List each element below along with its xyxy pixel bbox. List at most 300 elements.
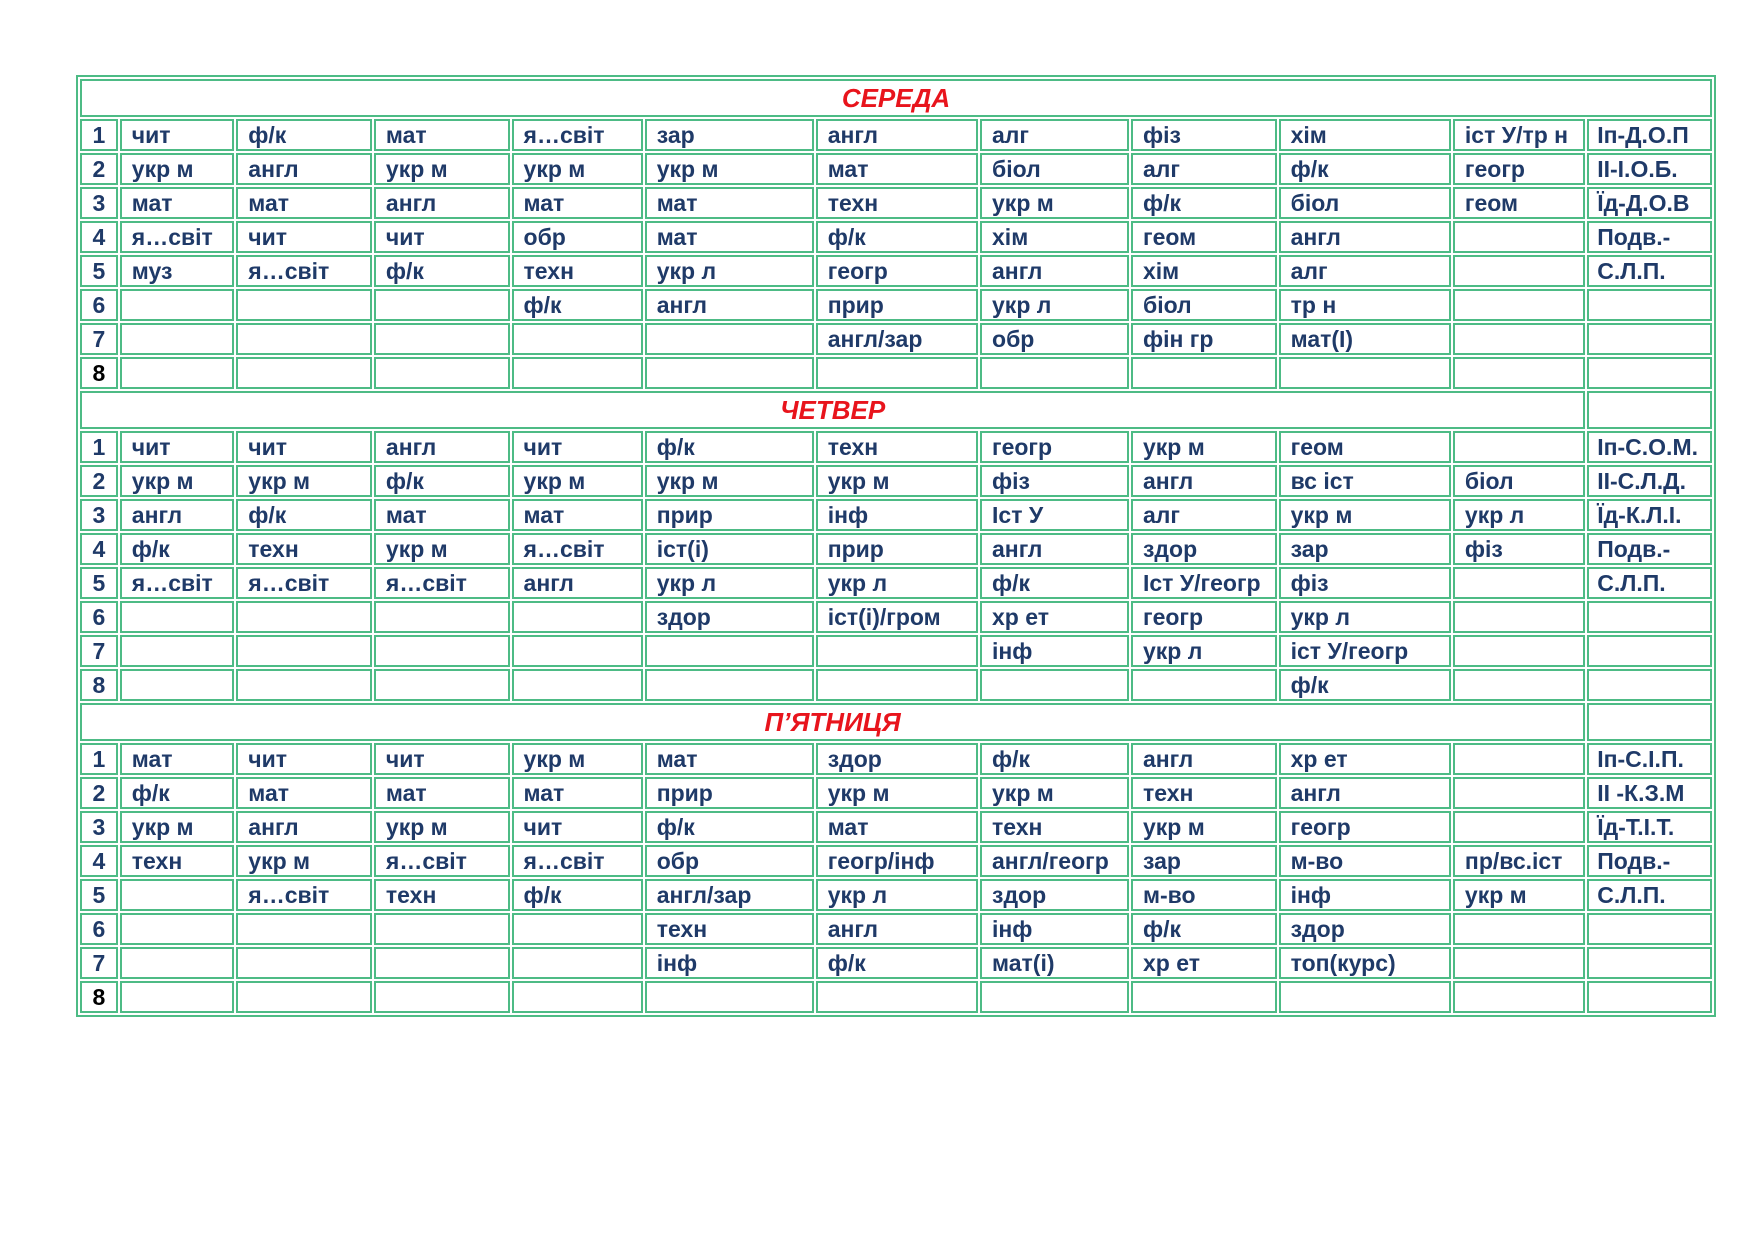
subject-cell: пр/вс.іст [1453, 845, 1585, 877]
day-title: ЧЕТВЕР [80, 391, 1585, 429]
subject-cell: укр л [980, 289, 1129, 321]
subject-cell: я…світ [236, 879, 372, 911]
subject-cell: ф/к [1279, 153, 1451, 185]
subject-cell: ф/к [120, 533, 235, 565]
teacher-cell [1587, 981, 1712, 1013]
subject-cell: англ [1131, 743, 1277, 775]
subject-cell: англ [980, 255, 1129, 287]
subject-cell: іст(і) [645, 533, 814, 565]
subject-cell [1453, 913, 1585, 945]
lesson-number: 2 [80, 465, 118, 497]
subject-cell: ф/к [236, 119, 372, 151]
subject-cell [1453, 431, 1585, 463]
subject-cell: я…світ [374, 845, 510, 877]
subject-cell: тр н [1279, 289, 1451, 321]
teacher-cell: Іп-С.О.М. [1587, 431, 1712, 463]
subject-cell: англ/зар [645, 879, 814, 911]
subject-cell [645, 981, 814, 1013]
subject-cell: інф [980, 635, 1129, 667]
subject-cell: іст(і)/гром [816, 601, 978, 633]
subject-cell: інф [1279, 879, 1451, 911]
subject-cell: біол [1131, 289, 1277, 321]
subject-cell [1453, 357, 1585, 389]
subject-cell: мат(і) [980, 947, 1129, 979]
subject-cell: мат [236, 187, 372, 219]
subject-cell [120, 289, 235, 321]
teacher-cell: Їд-Т.І.Т. [1587, 811, 1712, 843]
subject-cell: укр м [980, 777, 1129, 809]
subject-cell: фіз [1453, 533, 1585, 565]
subject-cell: Іст У [980, 499, 1129, 531]
subject-cell: хр ет [980, 601, 1129, 633]
subject-cell: ф/к [980, 743, 1129, 775]
subject-cell: ф/к [980, 567, 1129, 599]
subject-cell: здор [645, 601, 814, 633]
subject-cell [236, 323, 372, 355]
lesson-number: 5 [80, 879, 118, 911]
subject-cell: я…світ [374, 567, 510, 599]
subject-cell: укр л [1279, 601, 1451, 633]
subject-cell [120, 981, 235, 1013]
subject-cell: геом [1453, 187, 1585, 219]
subject-cell: геогр [1453, 153, 1585, 185]
subject-cell: м-во [1131, 879, 1277, 911]
subject-cell: хім [1131, 255, 1277, 287]
subject-cell: укр л [816, 567, 978, 599]
subject-cell: англ [980, 533, 1129, 565]
subject-cell: мат [512, 499, 643, 531]
subject-cell: чит [512, 431, 643, 463]
lesson-row [80, 323, 1712, 355]
subject-cell [1131, 357, 1277, 389]
subject-cell [236, 635, 372, 667]
subject-cell: обр [645, 845, 814, 877]
subject-cell: фіз [1279, 567, 1451, 599]
subject-cell [980, 357, 1129, 389]
subject-cell [374, 601, 510, 633]
subject-cell: біол [980, 153, 1129, 185]
subject-cell: Іст У/геогр [1131, 567, 1277, 599]
lesson-row [80, 533, 1712, 565]
lesson-number: 3 [80, 187, 118, 219]
subject-cell: прир [816, 289, 978, 321]
subject-cell: обр [980, 323, 1129, 355]
lesson-row [80, 499, 1712, 531]
subject-cell: укр л [816, 879, 978, 911]
subject-cell [512, 323, 643, 355]
subject-cell: геом [1131, 221, 1277, 253]
subject-cell: хр ет [1279, 743, 1451, 775]
subject-cell [120, 601, 235, 633]
lesson-number: 5 [80, 255, 118, 287]
subject-cell: чит [236, 431, 372, 463]
teacher-cell: Іп-С.І.П. [1587, 743, 1712, 775]
subject-cell [236, 357, 372, 389]
subject-cell [512, 635, 643, 667]
lesson-number: 2 [80, 153, 118, 185]
subject-cell [1279, 981, 1451, 1013]
subject-cell: мат [512, 777, 643, 809]
lesson-number: 8 [80, 669, 118, 701]
lesson-number: 5 [80, 567, 118, 599]
lesson-row [80, 221, 1712, 253]
subject-cell: алг [1131, 499, 1277, 531]
subject-cell [236, 981, 372, 1013]
subject-cell: здор [1131, 533, 1277, 565]
lesson-number: 4 [80, 845, 118, 877]
subject-cell: укр м [816, 777, 978, 809]
lesson-row [80, 431, 1712, 463]
subject-cell: техн [120, 845, 235, 877]
subject-cell: мат [645, 187, 814, 219]
subject-cell: укр м [512, 153, 643, 185]
subject-cell [374, 981, 510, 1013]
subject-cell [1279, 357, 1451, 389]
lesson-number: 1 [80, 743, 118, 775]
subject-cell [374, 323, 510, 355]
lesson-row [80, 119, 1712, 151]
subject-cell: мат [374, 119, 510, 151]
lesson-row [80, 669, 1712, 701]
subject-cell [816, 635, 978, 667]
subject-cell: мат [236, 777, 372, 809]
subject-cell: я…світ [512, 845, 643, 877]
subject-cell: геогр [1131, 601, 1277, 633]
subject-cell: мат [512, 187, 643, 219]
lesson-number: 3 [80, 811, 118, 843]
subject-cell: я…світ [120, 221, 235, 253]
subject-cell: зар [645, 119, 814, 151]
subject-cell: алг [980, 119, 1129, 151]
subject-cell: техн [645, 913, 814, 945]
lesson-number: 6 [80, 289, 118, 321]
teacher-cell [1587, 947, 1712, 979]
subject-cell: зар [1279, 533, 1451, 565]
subject-cell: укр м [1279, 499, 1451, 531]
lesson-row [80, 153, 1712, 185]
subject-cell: хім [1279, 119, 1451, 151]
schedule-body [80, 79, 1712, 1013]
subject-cell [980, 669, 1129, 701]
subject-cell: чит [236, 221, 372, 253]
subject-cell: здор [1279, 913, 1451, 945]
subject-cell [1453, 289, 1585, 321]
subject-cell: чит [120, 119, 235, 151]
subject-cell [1453, 221, 1585, 253]
subject-cell: мат [120, 187, 235, 219]
subject-cell: англ [645, 289, 814, 321]
subject-cell: інф [980, 913, 1129, 945]
subject-cell [1453, 743, 1585, 775]
lesson-number: 6 [80, 601, 118, 633]
teacher-cell [1587, 635, 1712, 667]
subject-cell: геогр [816, 255, 978, 287]
teacher-cell: ІІ -К.З.М [1587, 777, 1712, 809]
lesson-row [80, 255, 1712, 287]
lesson-number: 8 [80, 357, 118, 389]
teacher-cell [1587, 391, 1712, 429]
subject-cell: укр м [236, 845, 372, 877]
subject-cell [512, 913, 643, 945]
lesson-number: 1 [80, 119, 118, 151]
subject-cell: ф/к [645, 431, 814, 463]
subject-cell [645, 357, 814, 389]
lesson-number: 4 [80, 221, 118, 253]
teacher-cell: С.Л.П. [1587, 567, 1712, 599]
subject-cell: я…світ [512, 119, 643, 151]
subject-cell: укр м [120, 465, 235, 497]
teacher-cell: ІІ-І.О.Б. [1587, 153, 1712, 185]
subject-cell [512, 357, 643, 389]
subject-cell: англ [1279, 777, 1451, 809]
subject-cell: мат [645, 221, 814, 253]
subject-cell: укр л [1131, 635, 1277, 667]
subject-cell: укр м [1453, 879, 1585, 911]
subject-cell: техн [980, 811, 1129, 843]
subject-cell [374, 913, 510, 945]
subject-cell: чит [236, 743, 372, 775]
subject-cell [120, 879, 235, 911]
lesson-row [80, 777, 1712, 809]
subject-cell: укр м [1131, 431, 1277, 463]
lesson-row [80, 601, 1712, 633]
teacher-cell [1587, 913, 1712, 945]
lesson-number: 7 [80, 635, 118, 667]
lesson-row [80, 357, 1712, 389]
lesson-row [80, 845, 1712, 877]
subject-cell [1453, 981, 1585, 1013]
subject-cell [1453, 323, 1585, 355]
lesson-row [80, 743, 1712, 775]
subject-cell [816, 981, 978, 1013]
subject-cell: мат [645, 743, 814, 775]
subject-cell [645, 323, 814, 355]
lesson-row [80, 811, 1712, 843]
subject-cell [1453, 255, 1585, 287]
subject-cell: я…світ [236, 255, 372, 287]
subject-cell [512, 981, 643, 1013]
subject-cell: англ [512, 567, 643, 599]
subject-cell: техн [512, 255, 643, 287]
subject-cell [1131, 669, 1277, 701]
subject-cell [120, 635, 235, 667]
subject-cell: укр м [120, 811, 235, 843]
lesson-row [80, 981, 1712, 1013]
teacher-cell: ІІ-С.Л.Д. [1587, 465, 1712, 497]
subject-cell: укр м [374, 153, 510, 185]
teacher-cell [1587, 323, 1712, 355]
subject-cell: здор [816, 743, 978, 775]
subject-cell [816, 357, 978, 389]
subject-cell [236, 289, 372, 321]
subject-cell: ф/к [374, 255, 510, 287]
subject-cell [1453, 567, 1585, 599]
subject-cell: хім [980, 221, 1129, 253]
teacher-cell [1587, 601, 1712, 633]
subject-cell: фіз [980, 465, 1129, 497]
subject-cell: м-во [1279, 845, 1451, 877]
subject-cell [120, 323, 235, 355]
subject-cell: мат [816, 811, 978, 843]
subject-cell: муз [120, 255, 235, 287]
subject-cell: зар [1131, 845, 1277, 877]
subject-cell: хр ет [1131, 947, 1277, 979]
subject-cell [980, 981, 1129, 1013]
day-header-row [80, 79, 1712, 117]
subject-cell [1453, 669, 1585, 701]
subject-cell [1453, 947, 1585, 979]
teacher-cell: Подв.- [1587, 533, 1712, 565]
subject-cell [512, 601, 643, 633]
subject-cell [512, 669, 643, 701]
subject-cell: англ [236, 811, 372, 843]
subject-cell [512, 947, 643, 979]
subject-cell: англ/геогр [980, 845, 1129, 877]
subject-cell: здор [980, 879, 1129, 911]
subject-cell: геогр/інф [816, 845, 978, 877]
teacher-cell [1587, 289, 1712, 321]
subject-cell: прир [645, 499, 814, 531]
subject-cell: чит [120, 431, 235, 463]
subject-cell: англ [1131, 465, 1277, 497]
teacher-cell [1587, 669, 1712, 701]
subject-cell: іст У/геогр [1279, 635, 1451, 667]
subject-cell: алг [1131, 153, 1277, 185]
subject-cell: мат(І) [1279, 323, 1451, 355]
lesson-row [80, 187, 1712, 219]
subject-cell: ф/к [816, 221, 978, 253]
lesson-row [80, 465, 1712, 497]
subject-cell [1453, 811, 1585, 843]
lesson-number: 6 [80, 913, 118, 945]
subject-cell: обр [512, 221, 643, 253]
lesson-number: 8 [80, 981, 118, 1013]
subject-cell: фін гр [1131, 323, 1277, 355]
subject-cell: іст У/тр н [1453, 119, 1585, 151]
subject-cell [1131, 981, 1277, 1013]
subject-cell: ф/к [120, 777, 235, 809]
subject-cell: ф/к [1131, 913, 1277, 945]
subject-cell [236, 913, 372, 945]
subject-cell: ф/к [512, 879, 643, 911]
teacher-cell: Подв.- [1587, 845, 1712, 877]
subject-cell [120, 357, 235, 389]
subject-cell: англ [374, 187, 510, 219]
lesson-number: 1 [80, 431, 118, 463]
day-title: СЕРЕДА [80, 79, 1712, 117]
lesson-number: 7 [80, 323, 118, 355]
subject-cell: алг [1279, 255, 1451, 287]
subject-cell [374, 635, 510, 667]
subject-cell: біол [1279, 187, 1451, 219]
subject-cell [1453, 601, 1585, 633]
subject-cell: укр м [374, 811, 510, 843]
subject-cell: техн [1131, 777, 1277, 809]
subject-cell: укр м [645, 153, 814, 185]
subject-cell [1453, 635, 1585, 667]
subject-cell [374, 669, 510, 701]
subject-cell [120, 947, 235, 979]
subject-cell: чит [374, 221, 510, 253]
day-title: П’ЯТНИЦЯ [80, 703, 1585, 741]
subject-cell: укр м [512, 743, 643, 775]
subject-cell: чит [512, 811, 643, 843]
teacher-cell: С.Л.П. [1587, 255, 1712, 287]
subject-cell: мат [816, 153, 978, 185]
teacher-cell: Їд-К.Л.І. [1587, 499, 1712, 531]
subject-cell: англ [816, 119, 978, 151]
subject-cell: англ [120, 499, 235, 531]
lesson-row [80, 289, 1712, 321]
subject-cell [120, 669, 235, 701]
subject-cell: фіз [1131, 119, 1277, 151]
lesson-row [80, 947, 1712, 979]
subject-cell: я…світ [120, 567, 235, 599]
subject-cell: геом [1279, 431, 1451, 463]
subject-cell: прир [645, 777, 814, 809]
subject-cell [1453, 777, 1585, 809]
subject-cell: вс іст [1279, 465, 1451, 497]
teacher-cell [1587, 357, 1712, 389]
subject-cell [374, 357, 510, 389]
subject-cell: інф [645, 947, 814, 979]
subject-cell: ф/к [816, 947, 978, 979]
subject-cell [645, 669, 814, 701]
subject-cell: техн [374, 879, 510, 911]
subject-cell [120, 913, 235, 945]
subject-cell: англ [816, 913, 978, 945]
lesson-row [80, 635, 1712, 667]
teacher-cell: Іп-Д.О.П [1587, 119, 1712, 151]
schedule-table [76, 75, 1716, 1017]
teacher-cell: Подв.- [1587, 221, 1712, 253]
subject-cell: техн [236, 533, 372, 565]
subject-cell: укр м [512, 465, 643, 497]
subject-cell: англ/зар [816, 323, 978, 355]
lesson-number: 2 [80, 777, 118, 809]
subject-cell: ф/к [374, 465, 510, 497]
subject-cell: ф/к [645, 811, 814, 843]
subject-cell: чит [374, 743, 510, 775]
subject-cell: я…світ [512, 533, 643, 565]
subject-cell: техн [816, 431, 978, 463]
lesson-number: 4 [80, 533, 118, 565]
subject-cell: укр м [645, 465, 814, 497]
subject-cell: укр л [1453, 499, 1585, 531]
day-header-row [80, 703, 1712, 741]
subject-cell: англ [1279, 221, 1451, 253]
subject-cell: укр м [980, 187, 1129, 219]
subject-cell: мат [374, 499, 510, 531]
subject-cell: укр м [1131, 811, 1277, 843]
subject-cell: ф/к [1131, 187, 1277, 219]
subject-cell: прир [816, 533, 978, 565]
subject-cell [645, 635, 814, 667]
lesson-number: 7 [80, 947, 118, 979]
subject-cell: мат [120, 743, 235, 775]
subject-cell: ф/к [1279, 669, 1451, 701]
subject-cell: техн [816, 187, 978, 219]
subject-cell: топ(курс) [1279, 947, 1451, 979]
subject-cell: укр м [374, 533, 510, 565]
lesson-row [80, 879, 1712, 911]
subject-cell: геогр [980, 431, 1129, 463]
teacher-cell: С.Л.П. [1587, 879, 1712, 911]
subject-cell [374, 947, 510, 979]
subject-cell: ф/к [236, 499, 372, 531]
lesson-row [80, 567, 1712, 599]
lesson-number: 3 [80, 499, 118, 531]
